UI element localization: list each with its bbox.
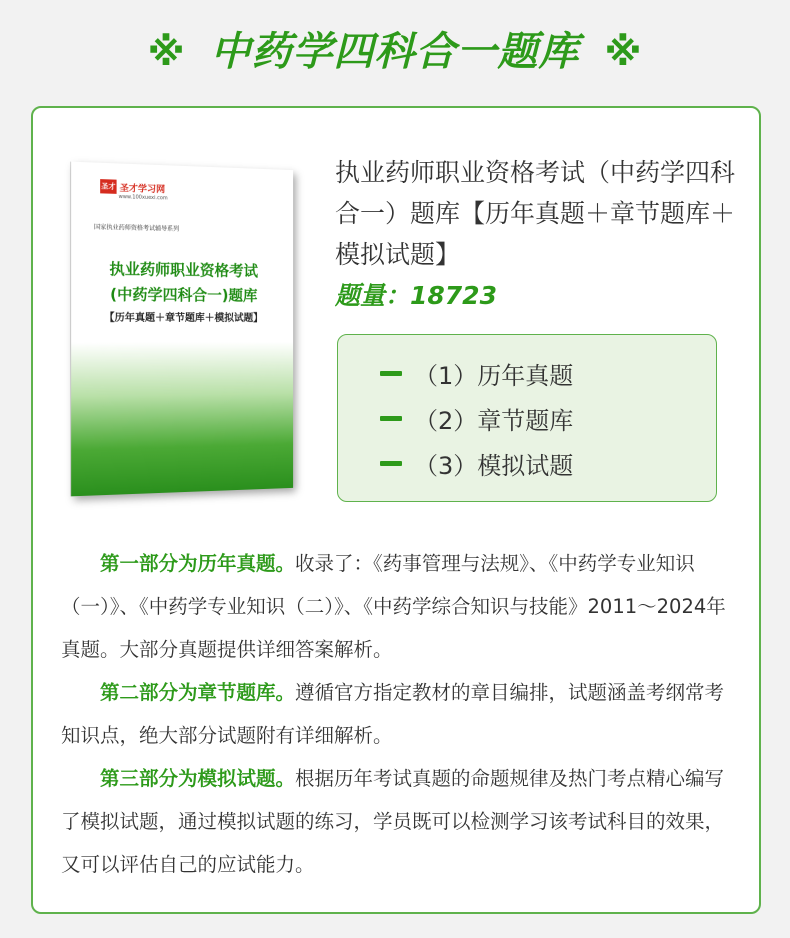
header-title: 中药学四科合一题库: [210, 29, 580, 75]
dash-icon: [380, 416, 402, 421]
dash-icon: [380, 371, 402, 376]
book-cover-image: [71, 162, 293, 497]
description-paragraph: [61, 671, 737, 757]
section-lead: 第三部分为模拟试题。: [100, 767, 296, 790]
dash-icon: [380, 461, 402, 466]
book-title-line2: (中药学四科合一)题库: [110, 285, 258, 305]
book-title-line1: 执业药师职业资格考试: [109, 259, 259, 280]
section-text: 根据历年考试真题的命题规律及热门考点精心编写了模拟试题，通过模拟试题的练习，学员既可以检测学习该考试科目的效果，又可以评估自己的应试能力。: [61, 767, 725, 876]
book-series: 国家执业药师资格考试辅导系列: [93, 223, 180, 233]
logo-text: 圣才学习网: [119, 183, 166, 195]
description-paragraph: [61, 542, 737, 671]
description: [61, 542, 737, 886]
product-card: [31, 106, 761, 914]
product-title: 执业药师职业资格考试（中药学四科合一）题库【历年真题＋章节题库＋模拟试题】: [335, 158, 736, 269]
reference-mark-icon: ※: [147, 30, 186, 74]
section-text: 收录了：《药事管理与法规》、《中药学专业知识（一）》、《中药学专业知识（二）》、《中药学综合知识与技能》2011～2024年真题。大部分真题提供详细答案解析。: [61, 552, 726, 661]
contents-item: [338, 351, 716, 396]
section-lead: 第二部分为章节题库。: [100, 681, 296, 704]
question-count: 题量：18723: [335, 281, 497, 310]
page-header: [0, 18, 790, 82]
publisher-logo: [100, 179, 165, 195]
contents-panel: [337, 334, 717, 502]
contents-item: [338, 396, 716, 441]
section-text: 遵循官方指定教材的章目编排，试题涵盖考纲常考知识点，绝大部分试题附有详细解析。: [61, 681, 725, 747]
book-title-line3: 【历年真题＋章节题库＋模拟试题】: [104, 312, 263, 325]
contents-item: [338, 441, 716, 486]
reference-mark-icon: ※: [604, 30, 643, 74]
description-paragraph: [61, 757, 737, 886]
contents-item-label: （1）历年真题: [414, 362, 574, 390]
section-lead: 第一部分为历年真题。: [100, 552, 296, 575]
contents-item-label: （3）模拟试题: [414, 452, 574, 480]
cover-green-gradient: [71, 342, 293, 497]
contents-item-label: （2）章节题库: [414, 407, 574, 435]
logo-icon: 圣才: [100, 179, 116, 194]
logo-url: www.100xuexi.com: [118, 193, 168, 202]
